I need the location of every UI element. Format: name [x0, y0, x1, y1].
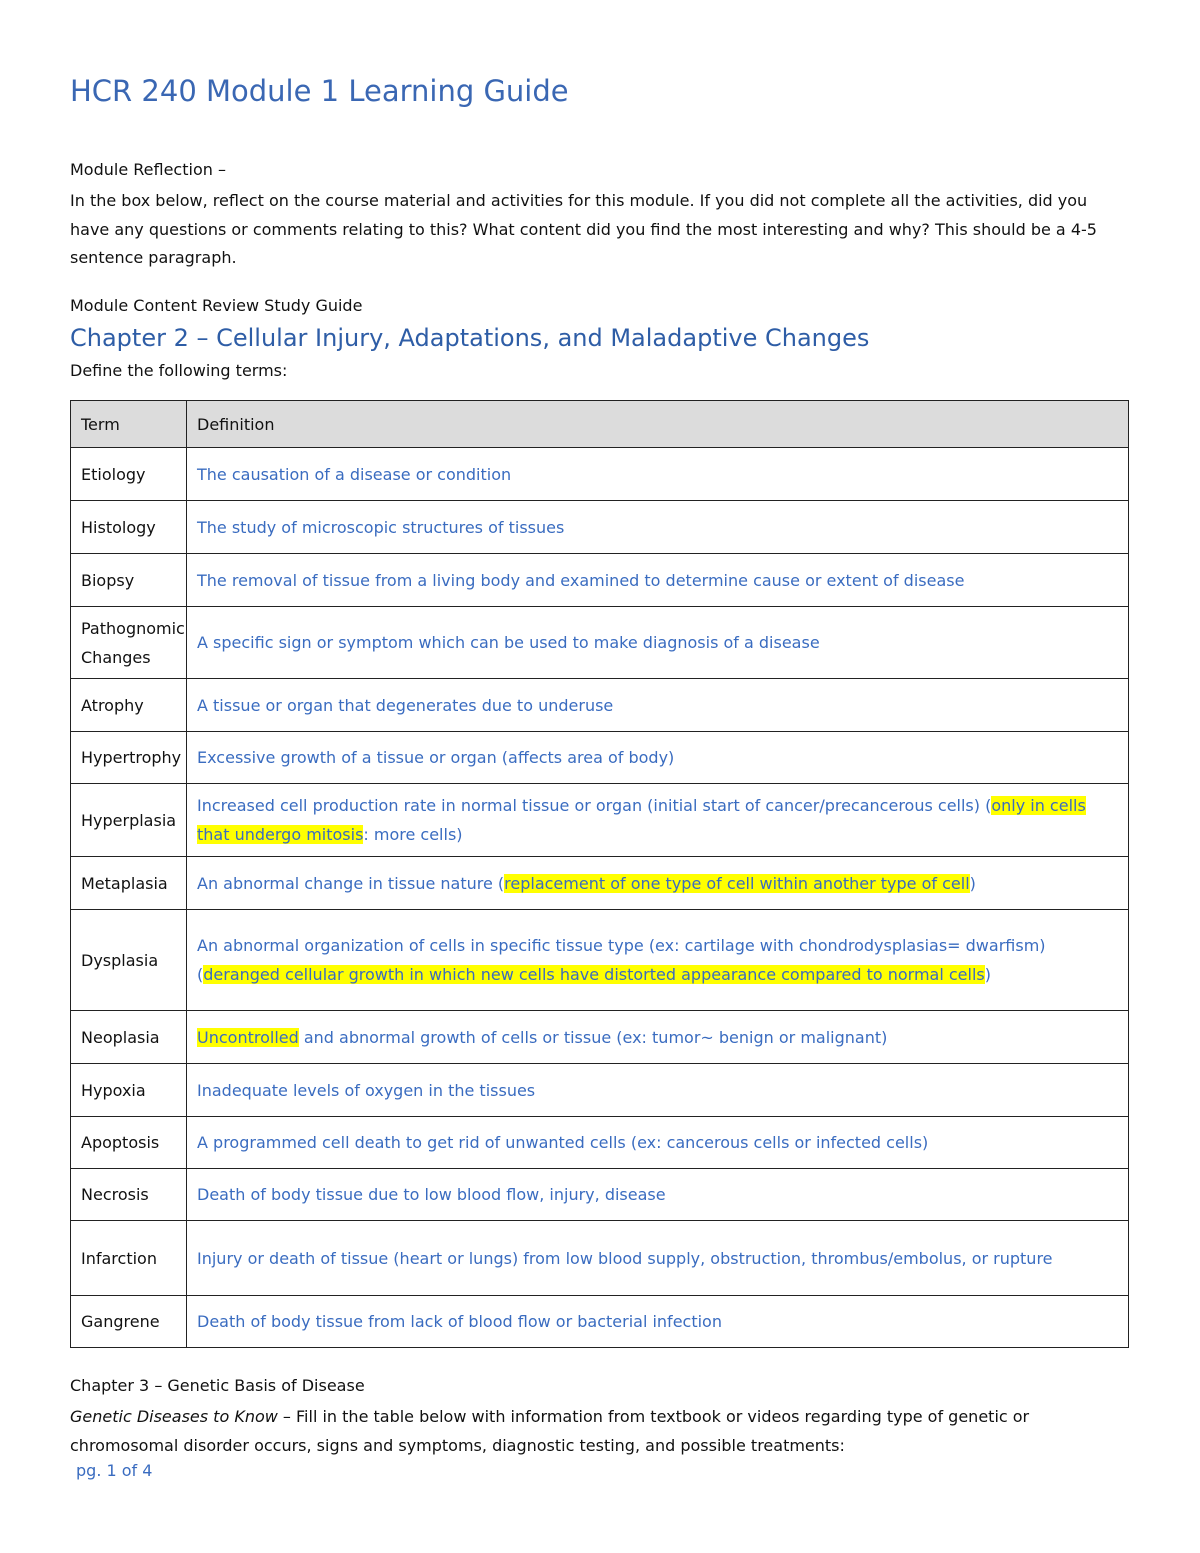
- table-row: [71, 1064, 1129, 1117]
- table-row: [71, 784, 1129, 857]
- table-header-row: [71, 401, 1129, 448]
- term-cell: Etiology: [71, 448, 187, 501]
- term-cell: Infarction: [71, 1221, 187, 1296]
- page-number: pg. 1 of 4: [76, 1461, 153, 1480]
- highlighted-text: only in cells that undergo mitosis: [197, 796, 1086, 844]
- definition-text: : more cells): [363, 825, 463, 844]
- definition-cell: The study of microscopic structures of tissues: [187, 501, 1129, 554]
- definition-text: ): [969, 873, 976, 893]
- table-row: [71, 679, 1129, 732]
- term-cell: Hyperplasia: [71, 784, 187, 857]
- definition-cell: [187, 1011, 1129, 1064]
- definition-cell: Excessive growth of a tissue or organ (affects area of body): [187, 732, 1129, 784]
- definition-cell: [187, 910, 1129, 1011]
- definition-text: and abnormal growth of cells or tissue (ex: tumor~ benign or malignant): [298, 1027, 888, 1047]
- chapter-2-heading: Chapter 2 – Cellular Injury, Adaptations, and Maladaptive Changes: [70, 324, 870, 352]
- term-cell: Histology: [71, 501, 187, 554]
- term-cell: Apoptosis: [71, 1117, 187, 1169]
- table-row: [71, 857, 1129, 910]
- table-row: [71, 1011, 1129, 1064]
- table-row: [71, 1296, 1129, 1348]
- definition-cell: A specific sign or symptom which can be used to make diagnosis of a disease: [187, 607, 1129, 679]
- reflection-prompt: In the box below, reflect on the course material and activities for this module. If you did not complete all the activities, did you have any questions or comments relating to this? What content did you find the most interesting and why? This should be a 4-5 sentence paragraph.: [70, 191, 1097, 267]
- definition-cell: The removal of tissue from a living body and examined to determine cause or extent of disease: [187, 554, 1129, 607]
- term-cell: Hypertrophy: [71, 732, 187, 784]
- term-column-header: Term: [71, 401, 187, 448]
- term-cell: Gangrene: [71, 1296, 187, 1348]
- definition-text: An abnormal change in tissue nature (: [197, 873, 505, 893]
- definition-cell: A programmed cell death to get rid of unwanted cells (ex: cancerous cells or infected cells): [187, 1117, 1129, 1169]
- definition-cell: Injury or death of tissue (heart or lungs) from low blood supply, obstruction, thrombus/embolus, or rupture: [187, 1221, 1129, 1296]
- term-cell: Necrosis: [71, 1169, 187, 1221]
- highlighted-text: replacement of one type of cell within another type of cell: [504, 873, 970, 893]
- definition-column-header: Definition: [187, 401, 1129, 448]
- definition-cell: A tissue or organ that degenerates due to underuse: [187, 679, 1129, 732]
- definition-text: Increased cell production rate in normal tissue or organ (initial start of cancer/precancerous cells) (: [197, 796, 992, 815]
- term-cell: Metaplasia: [71, 857, 187, 910]
- term-cell: Dysplasia: [71, 910, 187, 1011]
- genetic-diseases-instruction: [70, 1402, 1130, 1460]
- genetic-diseases-label: Genetic Diseases to Know: [70, 1407, 278, 1426]
- table-row: [71, 1221, 1129, 1296]
- term-cell: Biopsy: [71, 554, 187, 607]
- definition-cell: Death of body tissue due to low blood flow, injury, disease: [187, 1169, 1129, 1221]
- definition-cell: [187, 857, 1129, 910]
- term-cell: Neoplasia: [71, 1011, 187, 1064]
- reflection-label: Module Reflection –: [70, 160, 226, 179]
- table-row: [71, 732, 1129, 784]
- table-row: [71, 910, 1129, 1011]
- terms-table: [70, 400, 1129, 1348]
- definition-text: ): [984, 965, 991, 984]
- term-cell: Atrophy: [71, 679, 187, 732]
- definition-cell: [187, 784, 1129, 857]
- definition-cell: Inadequate levels of oxygen in the tissues: [187, 1064, 1129, 1117]
- chapter-3-heading: Chapter 3 – Genetic Basis of Disease: [70, 1376, 365, 1395]
- table-row: [71, 554, 1129, 607]
- study-guide-label: Module Content Review Study Guide: [70, 296, 363, 315]
- table-row: [71, 448, 1129, 501]
- define-instruction: Define the following terms:: [70, 361, 288, 380]
- term-cell: Pathognomic Changes: [71, 607, 187, 679]
- table-row: [71, 1117, 1129, 1169]
- highlighted-text: Uncontrolled: [197, 1027, 299, 1047]
- genetic-diseases-text: – Fill in the table below with information from textbook or videos regarding type of genetic or chromosomal disorder occurs, signs and symptoms, diagnostic testing, and possible treatments:: [70, 1407, 1030, 1455]
- highlighted-text: deranged cellular growth in which new cells have distorted appearance compared to normal cells: [203, 965, 985, 984]
- table-row: [71, 1169, 1129, 1221]
- definition-cell: Death of body tissue from lack of blood flow or bacterial infection: [187, 1296, 1129, 1348]
- definition-cell: The causation of a disease or condition: [187, 448, 1129, 501]
- page-title: HCR 240 Module 1 Learning Guide: [70, 74, 569, 108]
- term-cell: Hypoxia: [71, 1064, 187, 1117]
- definition-text: An abnormal organization of cells in specific tissue type (ex: cartilage with chondrodysplasias= dwarfism) (: [197, 936, 1046, 984]
- table-row: [71, 607, 1129, 679]
- table-row: [71, 501, 1129, 554]
